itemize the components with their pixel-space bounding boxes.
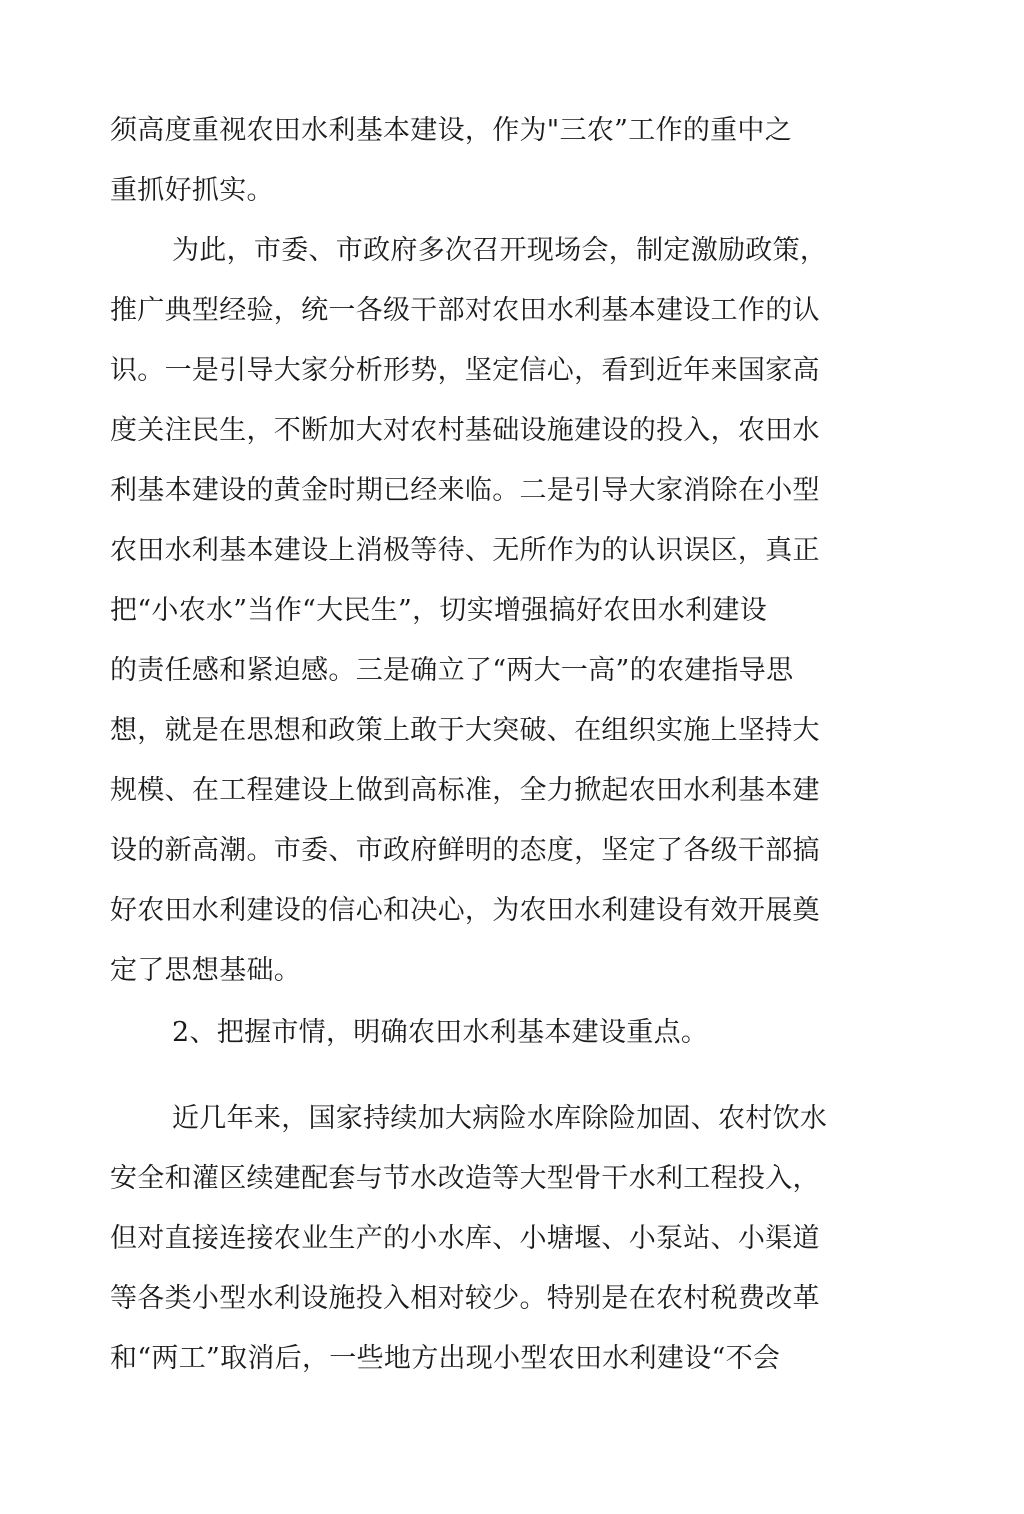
text-line: 推广典型经验，统一各级干部对农田水利基本建设工作的认 bbox=[110, 295, 820, 326]
text-line: 安全和灌区续建配套与节水改造等大型骨干水利工程投入， bbox=[110, 1163, 820, 1194]
text-line: 农田水利基本建设上消极等待、无所作为的认识误区，真正 bbox=[110, 535, 820, 566]
text-line: 识。一是引导大家分析形势，坚定信心，看到近年来国家高 bbox=[110, 355, 820, 386]
text-line: 规模、在工程建设上做到高标准，全力掀起农田水利基本建 bbox=[110, 775, 820, 806]
text-line: 好农田水利建设的信心和决心，为农田水利建设有效开展奠 bbox=[110, 895, 820, 926]
text-line: 但对直接连接农业生产的小水库、小塘堰、小泵站、小渠道 bbox=[110, 1223, 820, 1254]
text-line: 等各类小型水利设施投入相对较少。特别是在农村税费改革 bbox=[110, 1283, 820, 1314]
text-line: 重抓好抓实。 bbox=[110, 175, 274, 206]
paragraph-start-line: 近几年来，国家持续加大病险水库除险加固、农村饮水 bbox=[172, 1103, 828, 1134]
text-line: 设的新高潮。市委、市政府鲜明的态度，坚定了各级干部搞 bbox=[110, 835, 820, 866]
text-line: 的责任感和紧迫感。三是确立了“两大一高”的农建指导思 bbox=[110, 655, 794, 686]
text-line: 把“小农水”当作“大民生”，切实增强搞好农田水利建设 bbox=[110, 595, 768, 626]
text-line: 须高度重视农田水利基本建设，作为"三农”工作的重中之 bbox=[110, 115, 793, 146]
text-line: 度关注民生，不断加大对农村基础设施建设的投入，农田水 bbox=[110, 415, 820, 446]
section-heading: 2、把握市情，明确农田水利基本建设重点。 bbox=[172, 1017, 709, 1048]
text-line: 和“两工”取消后，一些地方出现小型农田水利建设“不会 bbox=[110, 1343, 781, 1374]
text-line: 想，就是在思想和政策上敢于大突破、在组织实施上坚持大 bbox=[110, 715, 820, 746]
text-line: 定了思想基础。 bbox=[110, 955, 302, 986]
text-line: 利基本建设的黄金时期已经来临。二是引导大家消除在小型 bbox=[110, 475, 820, 506]
paragraph-start-line: 为此，市委、市政府多次召开现场会，制定激励政策， bbox=[172, 235, 828, 266]
